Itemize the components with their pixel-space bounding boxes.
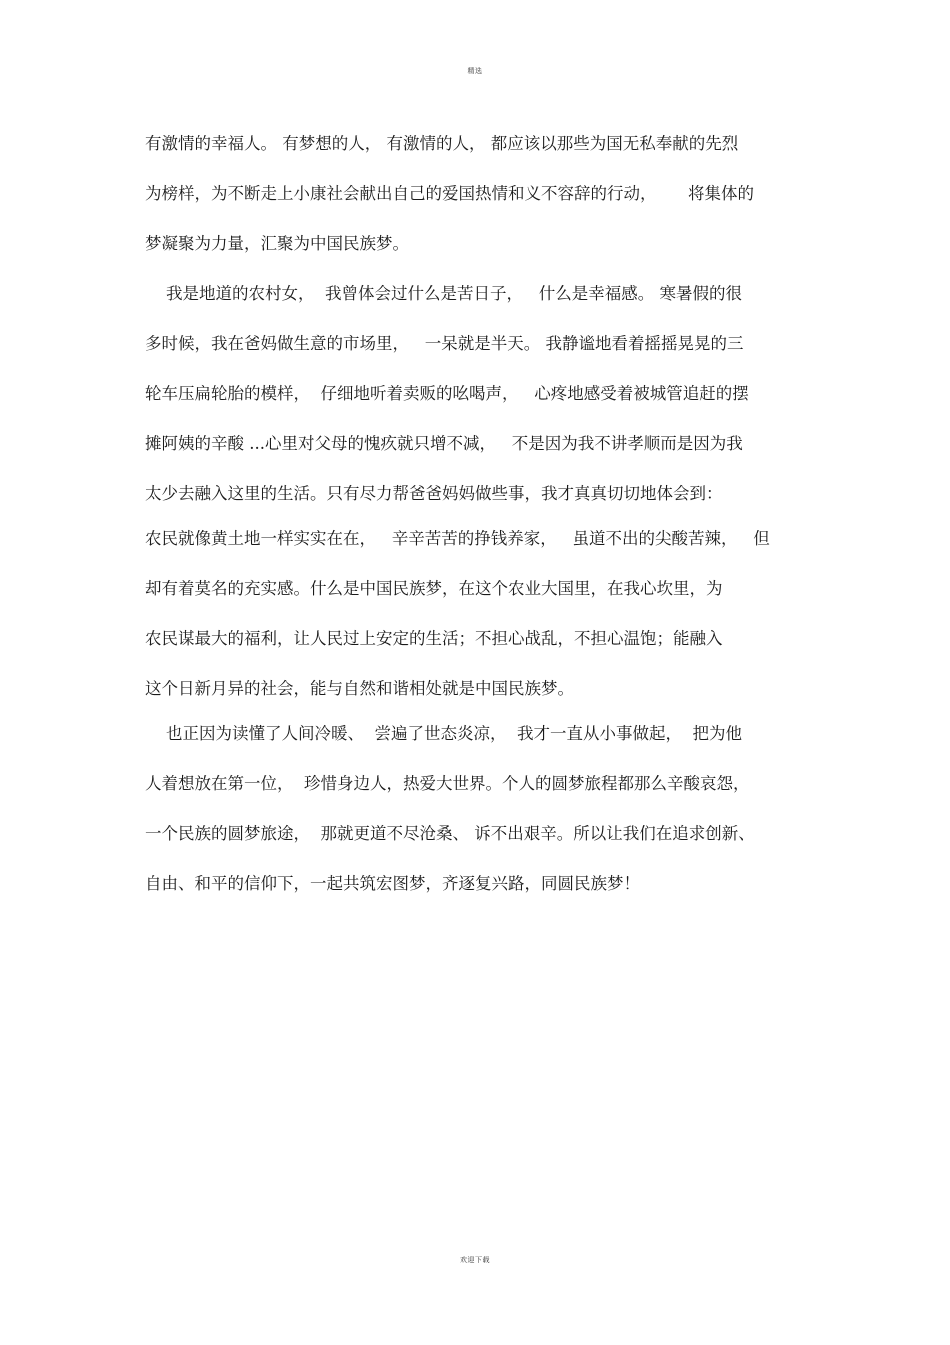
- text-line: 轮车压扁轮胎的模样， 仔细地听着卖贩的吆喝声， 心疼地感受着被城管追赶的摆: [145, 384, 749, 403]
- text-line: 为榜样，为不断走上小康社会献出自己的爱国热情和义不容辞的行动， 将集体的: [145, 184, 754, 203]
- text-line: 人着想放在第一位， 珍惜身边人，热爱大世界。个人的圆梦旅程都那么辛酸哀怨，: [145, 774, 750, 793]
- text-line: 摊阿姨的辛酸 ...心里对父母的愧疚就只增不减， 不是因为我不讲孝顺而是因为我: [145, 434, 743, 453]
- text-line: 农民就像黄土地一样实实在在， 辛辛苦苦的挣钱养家， 虽道不出的尖酸苦辣， 但: [145, 529, 770, 548]
- text-line: 一个民族的圆梦旅途， 那就更道不尽沧桑、 诉不出艰辛。所以让我们在追求创新、: [145, 824, 755, 843]
- text-line: 多时候，我在爸妈做生意的市场里， 一呆就是半天。 我静谧地看着摇摇晃晃的三: [145, 334, 744, 353]
- page-footer: 欢迎下载: [460, 1256, 490, 1264]
- text-line: 我是地道的农村女， 我曾体会过什么是苦日子， 什么是幸福感。 寒暑假的很: [145, 284, 742, 303]
- text-line: 梦凝聚为力量，汇聚为中国民族梦。: [145, 234, 409, 253]
- text-line: 却有着莫名的充实感。什么是中国民族梦，在这个农业大国里，在我心坎里，为: [145, 579, 723, 598]
- text-line: 这个日新月异的社会，能与自然和谐相处就是中国民族梦。: [145, 679, 574, 698]
- page-header: 精选: [467, 67, 483, 75]
- text-line: 太少去融入这里的生活。只有尽力帮爸爸妈妈做些事，我才真真切切地体会到：: [145, 484, 723, 503]
- text-line: 有激情的幸福人。 有梦想的人， 有激情的人， 都应该以那些为国无私奉献的先烈: [145, 134, 739, 153]
- text-line: 农民谋最大的福利，让人民过上安定的生活；不担心战乱，不担心温饱；能融入: [145, 629, 723, 648]
- text-line: 也正因为读懂了人间冷暖、 尝遍了世态炎凉， 我才一直从小事做起， 把为他: [145, 724, 742, 743]
- document-body: [145, 130, 810, 920]
- text-line: 自由、和平的信仰下，一起共筑宏图梦，齐逐复兴路，同圆民族梦！: [145, 874, 640, 893]
